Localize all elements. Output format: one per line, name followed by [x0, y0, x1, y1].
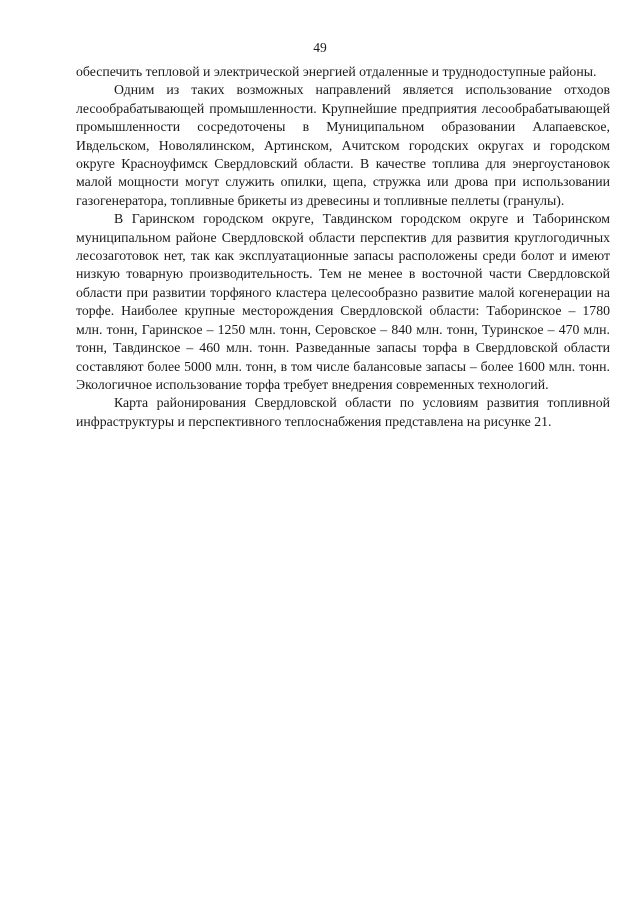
body-text: [76, 63, 610, 431]
paragraph-wood-waste: Одним из таких возможных направлений является использование отходов лесообрабатывающей промышленности. Крупнейшие предприятия лесообрабатывающей промышленности сосредоточены в Муниципальном образовании Алапаевское, Ивдельском, Новолялинском, Артинском, Ачитском городских округах и городском округе Красноуфимск Свердловский области. В качестве топлива для энергоустановок малой мощности могут служить опилки, щепа, стружка или дрова при использовании газогенератора, топливные брикеты из древесины и топливные пеллеты (гранулы).: [76, 82, 610, 208]
page-number: 49: [313, 40, 327, 55]
paragraph-map-reference: Карта районирования Свердловской области по условиям развития топливной инфраструктуры и перспективного теплоснабжения представлена на рисунке 21.: [76, 395, 610, 429]
paragraph-continuation: обеспечить тепловой и электрической энергией отдаленные и труднодоступные районы.: [76, 64, 597, 79]
paragraph-peat-deposits: В Гаринском городском округе, Тавдинском городском округе и Таборинском муниципальном районе Свердловской области перспектив для развития круглогодичных лесозаготовок нет, так как эксплуатационные запасы расположены среди болот и имеют низкую товарную производительность. Тем не менее в восточной части Свердловской области при развитии торфяного кластера целесообразно развитие малой когенерации на торфе. Наиболее крупные месторождения Свердловской области: Таборинское – 1780 млн. тонн, Гаринское – 1250 млн. тонн, Серовское – 840 млн. тонн, Туринское – 470 млн. тонн, Тавдинское – 460 млн. тонн. Разведанные запасы торфа в Свердловской области составляют более 5000 млн. тонн, в том числе балансовые запасы – более 1600 млн. тонн. Экологичное использование торфа требует внедрения современных технологий.: [76, 211, 610, 392]
